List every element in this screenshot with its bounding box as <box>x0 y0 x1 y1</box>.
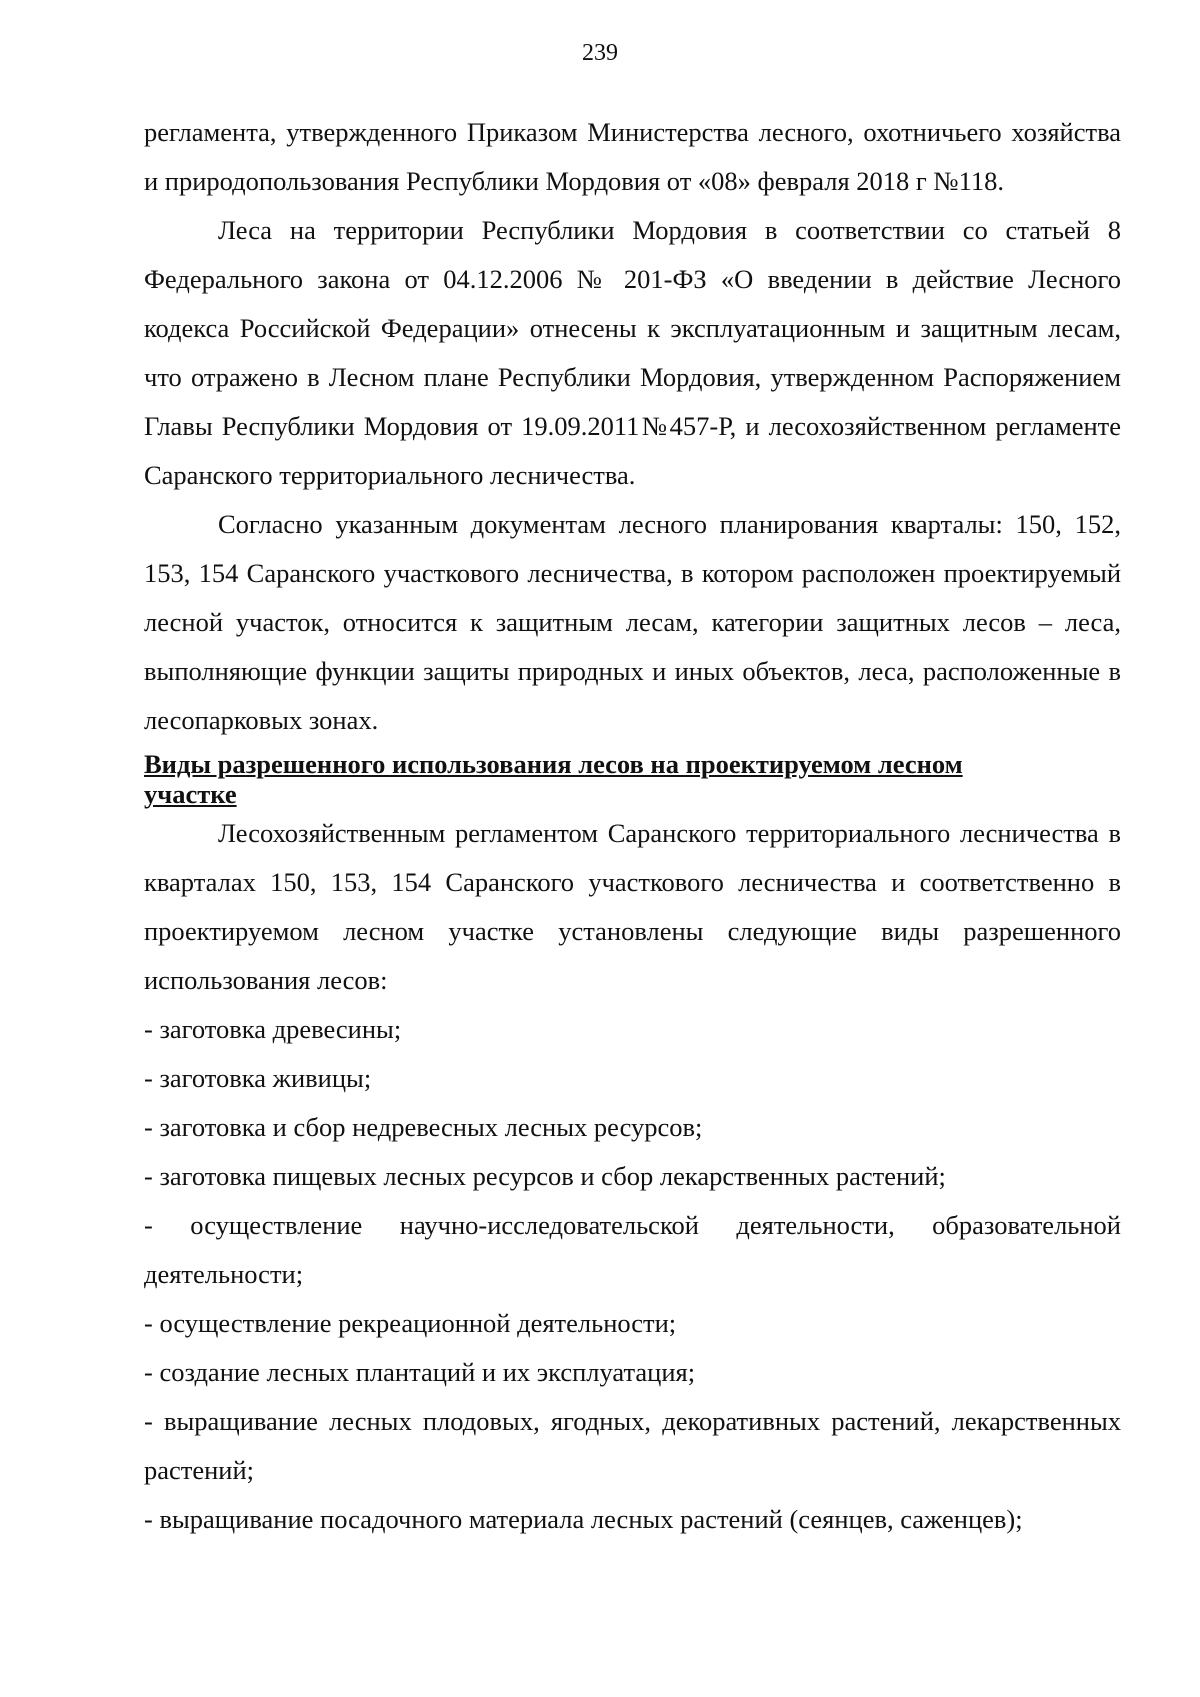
paragraph-continuation: регламента, утвержденного Приказом Министерства лесного, охотничьего хозяйства и природопользования Республики Мордовия от «08» февраля 2018 г №118. <box>144 117 1121 196</box>
section-intro: Лесохозяйственным регламентом Саранского территориального лесничества в кварталах 150, 153, 154 Саранского участкового лесничества и соответственно в проектируемом лесном участке установлены следующие виды разрешенного использования лесов: <box>144 818 1121 995</box>
list-item: - заготовка древесины; <box>144 1014 402 1044</box>
list-item: - осуществление научно-исследовательской деятельности, образовательной деятельности; <box>144 1210 1121 1289</box>
list-item: - заготовка пищевых лесных ресурсов и сбор лекарственных растений; <box>144 1161 946 1191</box>
page-number: 239 <box>582 40 618 66</box>
section-heading: Виды разрешенного использования лесов на проектируемом лесном участке <box>144 749 963 809</box>
paragraph-protective-forests: Согласно указанным документам лесного планирования кварталы: 150, 152, 153, 154 Саранского участкового лесничества, в котором расположен проектируемый лесной участок, относится к защитным лесам, категории защитных лесов – леса, выполняющие функции защиты природных и иных объектов, леса, расположенные в лесопарковых зонах. <box>144 509 1121 735</box>
list-item: - выращивание лесных плодовых, ягодных, декоративных растений, лекарственных растений; <box>144 1406 1121 1485</box>
list-item: - создание лесных плантаций и их эксплуатация; <box>144 1357 696 1387</box>
list-item: - заготовка живицы; <box>144 1063 372 1093</box>
paragraph-forest-classification: Леса на территории Республики Мордовия в соответствии со статьей 8 Федерального закона от 04.12.2006 № 201-ФЗ «О введении в действие Лесного кодекса Российской Федерации» отнесены к эксплуатационным и защитным лесам, что отражено в Лесном плане Республики Мордовия, утвержденном Распоряжением Главы Республики Мордовия от 19.09.2011№457-Р, и лесохозяйственном регламенте Саранского территориального лесничества. <box>144 215 1121 490</box>
permitted-uses-list <box>144 1005 1121 1544</box>
list-item: - осуществление рекреационной деятельности; <box>144 1308 677 1338</box>
document-body <box>144 108 1121 1544</box>
list-item: - выращивание посадочного материала лесных растений (сеянцев, саженцев); <box>144 1504 1023 1534</box>
list-item: - заготовка и сбор недревесных лесных ресурсов; <box>144 1112 703 1142</box>
